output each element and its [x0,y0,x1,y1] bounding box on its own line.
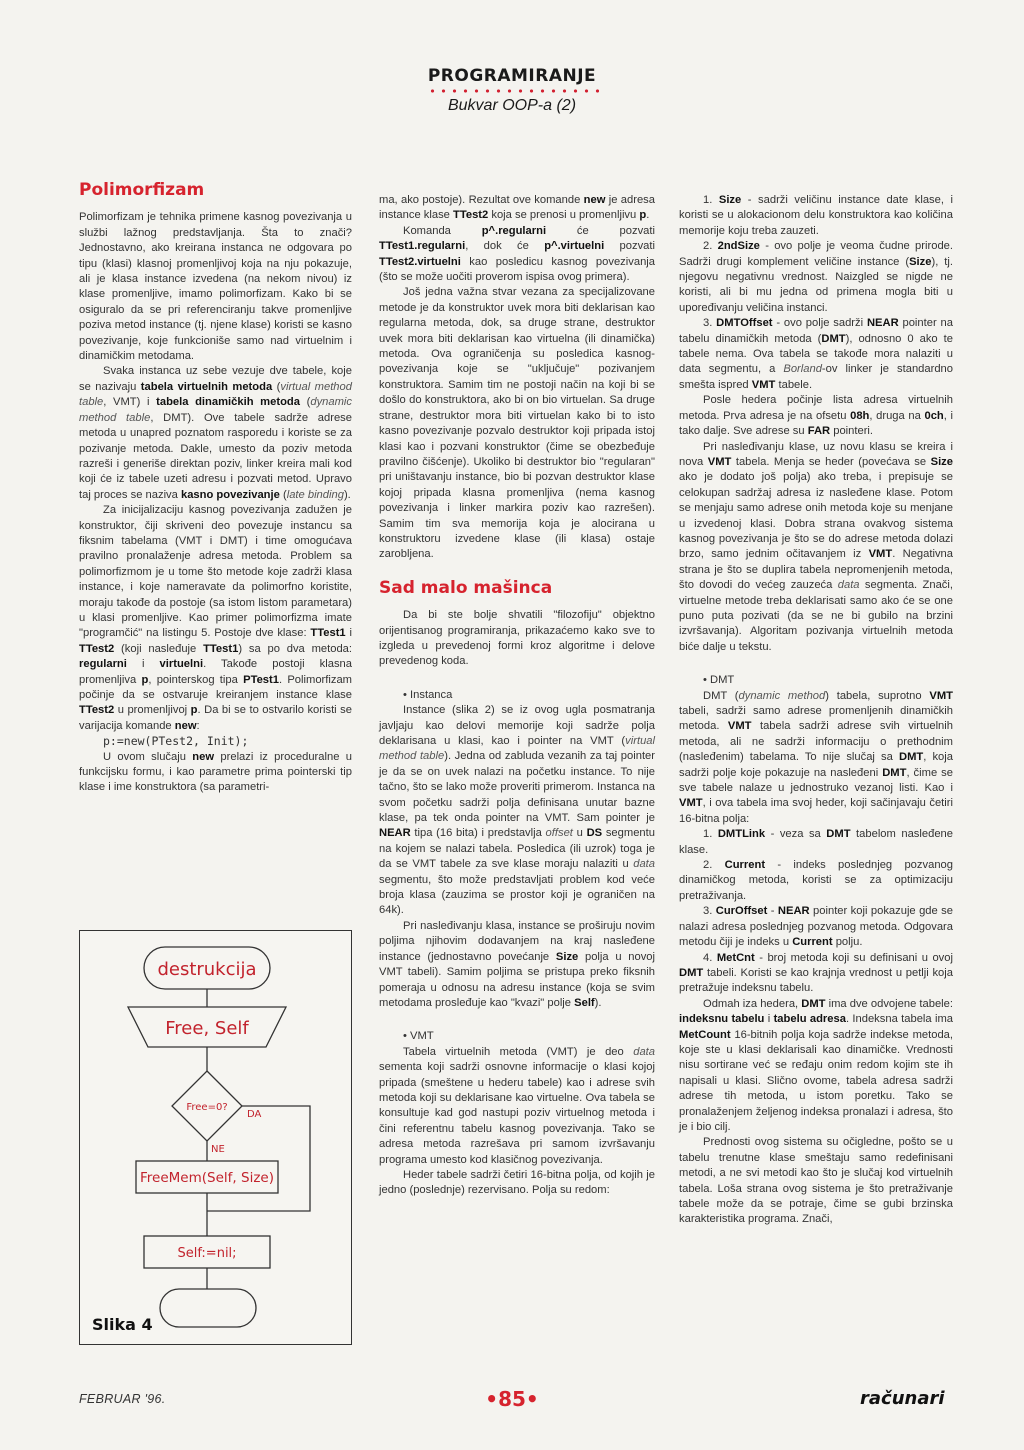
footer-issue-date: FEBRUAR '96. [79,1392,166,1406]
heading-sad-malo-masinca: Sad malo mašinca [379,577,553,598]
flow-io-label: Free, Self [165,1018,249,1039]
paragraph: U ovom slučaju new prelazi iz proceduralne u funkcijsku formu, i kao parametre prima pointerski tip klase i ime konstruktora (sa parametri- [79,750,352,794]
subheading-instanca: • Instanca [379,688,655,703]
magazine-logo: računari [860,1388,945,1409]
paragraph: Posle hedera počinje lista adresa virtuelnih metoda. Prva adresa je na ofsetu 08h, druga na 0ch, i tako dalje. Sve adrese su FAR pointeri. [679,394,953,438]
paragraph: Pri nasleđivanju klase, uz novu klasu se kreira i nova VMT tabela. Menja se heder (povećava se Size ako je dodato još polja) ako treba, i prepisuje se celokupan sadržaj adresa iz nasleđene klase. Potom se menjaju samo adrese onih metoda koje su menjane u izvedenoj klasi. Dobra strana ovakvog sistema kasnog povezivanja je što se do adrese metoda dolazi brzo, samo jednim očitavanjem iz VMT. Negativna strana je što se duplira tabela nepromenjenih metoda, što dovodi do većeg zauzeća data segmenta. Znači, virtuelne metode treba deklarisati samo ako će se one puno puta pozivati (da se ne bi gubilo na brzini izvršavanja). Algoritam pozivanja virtuelnih metoda biće dalje u tekstu. [679,440,953,653]
article-subtitle: Bukvar OOP-a (2) [447,97,577,114]
paragraph: Komanda p^.regularni će pozvati TTest1.regularni, dok će p^.virtuelni pozvati TTest2.virtuelni kao posledicu kasnog povezivanja (što se može uočiti proverom ispisa ovog primera). [379,224,655,284]
flow-decision-label: Free=0? [186,1102,228,1113]
paragraph: Svaka instanca uz sebe vezuje dve tabele, koje se nazivaju tabela virtuelnih metoda (virtual method table, VMT) i tabela dinamičkih metoda (dynamic method table, DMT). Ove tabele sadrže adrese metoda u unapred poznatom rasporedu i koriste se za pozivanje metoda. Dakle, umesto da poziv metoda razreši i generiše direktan poziv, linker kreira mali kod koji će iz tabele uzeti adresu i pozvati metod. Upravo taj proces se naziva kasno povezivanje (late binding). [79,365,353,501]
heading-polimorfizam: Polimorfizam [79,180,205,200]
flow-yes-label: DA [247,1109,262,1120]
end-terminal-shape [160,1289,256,1327]
figure-caption: Slika 4 [92,1315,153,1334]
paragraph: Heder tabele sadrži četiri 16-bitna polja, od kojih je jedno (poslednje) rezervisano. Polja su redom: [379,1168,655,1197]
paragraph: Pri nasleđivanju klasa, instance se proširuju novim poljima njihovim dodavanjem na kraj nasleđene instance (jednostavno povećanje Size polja u novoj VMT tabeli). Samim poljima se pristupa preko fiksnih pomeraja u odnosu na adresu instance (koja se svim metodama prosleđuje kao "kvazi" polje Self). [379,919,655,1009]
subheading-vmt: • VMT [379,1029,655,1044]
paragraph: 1. DMTLink - veza sa DMT tabelom nasleđene klase. [679,828,953,856]
paragraph: DMT (dynamic method) tabela, suprotno VMT tabeli, sadrži samo adrese promenljenih dinamičkih metoda. VMT tabela sadrži adrese svih virtuelnih metoda, ali ne sadrži informaciju o prethodnim (nasleđenim) tabelama. To nije slučaj sa DMT, koja sadrži polje koje pokazuje na nasleđeni DMT, čime se sve tabele nalaze u jednostruko vezanoj listi. Kao i VMT, i ova tabela ima svoj heder, koji sačinjavaju četiri 16-bitna polja: [679,689,954,825]
paragraph: 3. DMTOffset - ovo polje sadrži NEAR pointer na tabelu dinamičkih metoda (DMT), odnosno 0 ako te tabele nema. Ova tabela se takođe mora nalaziti u data segmentu, a Borland-ov linker je standardno smešta ispred VMT tabele. [679,317,953,391]
subheading-dmt: • DMT [679,673,953,688]
paragraph: 1. Size - sadrži veličinu instance date klase, i koristi se u alokacionom delu konstruktora kao količina memorije koju treba zauzeti. [679,194,953,237]
paragraph: 2. 2ndSize - ovo polje je veoma čudne prirode. Sadrži drugi komplement veličine instance (Size), tj. njegovu negativnu vrednost. Naizgled se nigde ne koristi, ali bi mu jedna od primena mogla biti u upoređivanju veličina instanci. [679,240,953,314]
flow-start-label: destrukcija [157,959,257,980]
column-2 [379,193,655,1199]
flow-no-label: NE [211,1144,225,1155]
paragraph: 4. MetCnt - broj metoda koji su definisani u ovoj DMT tabeli. Koristi se kao krajnja vrednost u petlji koja pretražuje indeksnu tabelu. [679,951,953,995]
flow-freemem-label: FreeMem(Self, Size) [140,1170,274,1186]
paragraph: Još jedna važna stvar vezana za specijalizovane metode je da konstruktor uvek mora biti deklarisan kao regularna metoda, dok, sa druge strane, destruktor uvek mora biti deklarisan kao virtuelna (ili dinamička) metoda. Ova ograničenja su posledica kasnog-povezivanja koje se "uključuje" pozivanjem konstruktora. Samim tim ne postoji način na koji bi se došlo do konstruktora, ako bi on bio virtuelan. Sa druge strane, destruktor mora biti virtuelan kako bi to isto kasno povezivanje pozvalo destruktor koji pripada istoj klasi kao i pozvani konstruktor (čime se obezbeđuje pravilno čišćenje). Ukoliko bi destruktor bio "regularan" pri uništavanju instance, bio bi pozvan destruktor klase kojoj pripada klasna promenljiva (nema kasnog povezivanja i linker markira poziv kao razrešen). Samim tim sva memorija koja je alocirana u konstruktoru izvedene klase (ili klasa) ostaje zarobljena. [379,286,655,561]
paragraph: Da bi ste bolje shvatili "filozofiju" objektno orijentisanog programiranja, prikazaćemo kako sve to izgleda u prevedenoj formi kroz algoritme i delove prevedenog koda. [379,609,655,668]
paragraph: Za inicijalizaciju kasnog povezivanja zadužen je konstruktor, čiji skriveni deo povezuje instancu sa fiksnim tabelama (VMT i DMT) i time omogućava pravilno pronalaženje adresa metoda. Problem sa polimorfizmom je u tome što metode koje zadrži klasa instance, i koje nameravate da polimorfno koristite, moraju takođe da postoje (sa istom listom parametara) u klasi promenljive. Kao primer polimorfizma imate "programčić" na listingu 5. Postoje dve klase: TTest1 i TTest2 (koji nasleđuje TTest1) sa po dva metoda: regularni i virtuelni. Takođe postoji klasna promenljiva p, pointerskog tipa PTest1. Polimorfizam počinje da se ostvaruje kreiranjem instance klase TTest2 u promenljivoj p. Da bi se to ostvarilo koristi se varijacija komande new: [79,504,352,732]
paragraph: Odmah iza hedera, DMT ima dve odvojene tabele: indeksnu tabelu i tabelu adresa. Indeksna tabela ima MetCount 16-bitnih polja koja sadrže indekse metoda, koje ste u klasi deklarisali kao dinamičke. Vrednosti nisu sortirane već se ređaju onim redom kojim ste ih napisali u klasi. Slično ovome, tabela adresa sadrži adrese tih metoda, u istom poretku. Tako se pronalaženjem željenog indeksa pronalazi i adresa, što je i bio cilj. [679,997,953,1133]
header-dot-divider [427,89,599,93]
flowchart-diagram [80,931,350,1343]
page-number: •85• [485,1387,539,1411]
paragraph: Prednosti ovog sistema su očigledne, pošto se u tabelu trenutne klase smeštaju samo redefinisani metodi, a ne svi metodi kao što je slučaj kod virtuelnih tabela. Loša strana ovog sistema je što pretraživanje tabele može da se potraje, čime se gubi brzinska karakteristika programa. Znači, [679,1136,953,1226]
paragraph: Polimorfizam je tehnika primene kasnog povezivanja u službi lažnog predstavljanja. Šta to znači? Jednostavno, ako kreirana instanca ne odgovara po tipu (klasi) klasnoj promenljivoj koja na nju pokazuje, ali je klasa instance izvedena (na nekom nivou) iz klase promenljive, imamo polimorfizam. Kako bi se osiguralo da se pri referenciranju takve promenljive poziva metod instance (tj. njene klase) koristi se kasno povezivanje, koje funkcioniše samo nad virtuelnim i dinamičkim metodama. [79,211,352,363]
section-title: PROGRAMIRANJE [427,66,597,86]
column-1 [79,180,353,796]
column-3 [679,193,953,1228]
code-snippet: p:=new(PTest2, Init); [103,734,249,749]
paragraph: 3. CurOffset - NEAR pointer koji pokazuje gde se nalazi adresa poslednjeg pozvanog metoda. Odgovara metodu čiji je indeks u Current polju. [679,905,953,949]
paragraph: Instance (slika 2) se iz ovog ugla posmatranja javljaju kao delovi memorije koji sadrže polja deklarisana u klasi, kao i pointer na VMT (virtual method table). Jedna od zabluda vezanih za taj pointer je da se on uvek nalazi na početku instance. To nije tačno, što se lako može proveriti primerom. Instanca na svom početku sadrži polja definisana unutar bazne klase, pa tek onda pointer na VMT. Sam pointer je NEAR tipa (16 bita) i predstavlja offset u DS segmentu na kojem se nalazi tabela. Posledica (ili uzrok) toga je da se VMT tabele za sve klase moraju nalaziti u data segmentu, što može predstavljati problem kod veće broja klasa (zauzima se prostor koji je ograničen na 64k). [379,704,656,917]
paragraph: ma, ako postoje). Rezultat ove komande new je adresa instance klase TTest2 koja se prenosi u promenljivu p. [379,194,655,222]
paragraph: Tabela virtuelnih metoda (VMT) je deo data sementa koji sadrži osnovne informacije o klasi kojoj pripada (smeštene u hederu tabele) kao i adrese svih metoda koji su deklarisane kao virtuelne. Ova tabela se konsultuje kad god nastupi poziv virtuelnog metoda i čini referentnu tabelu kasnog povezivanja. Tako se adresa metoda razrešava pri samom izvršavanju programa umesto kod klasičnog povezivanja. [379,1045,655,1166]
paragraph: 2. Current - indeks poslednjeg pozvanog dinamičkog metoda, koristi se za optimizaciju pretraživanja. [679,859,953,902]
flow-selfnil-label: Self:=nil; [177,1246,237,1261]
flowchart-figure [79,930,352,1345]
